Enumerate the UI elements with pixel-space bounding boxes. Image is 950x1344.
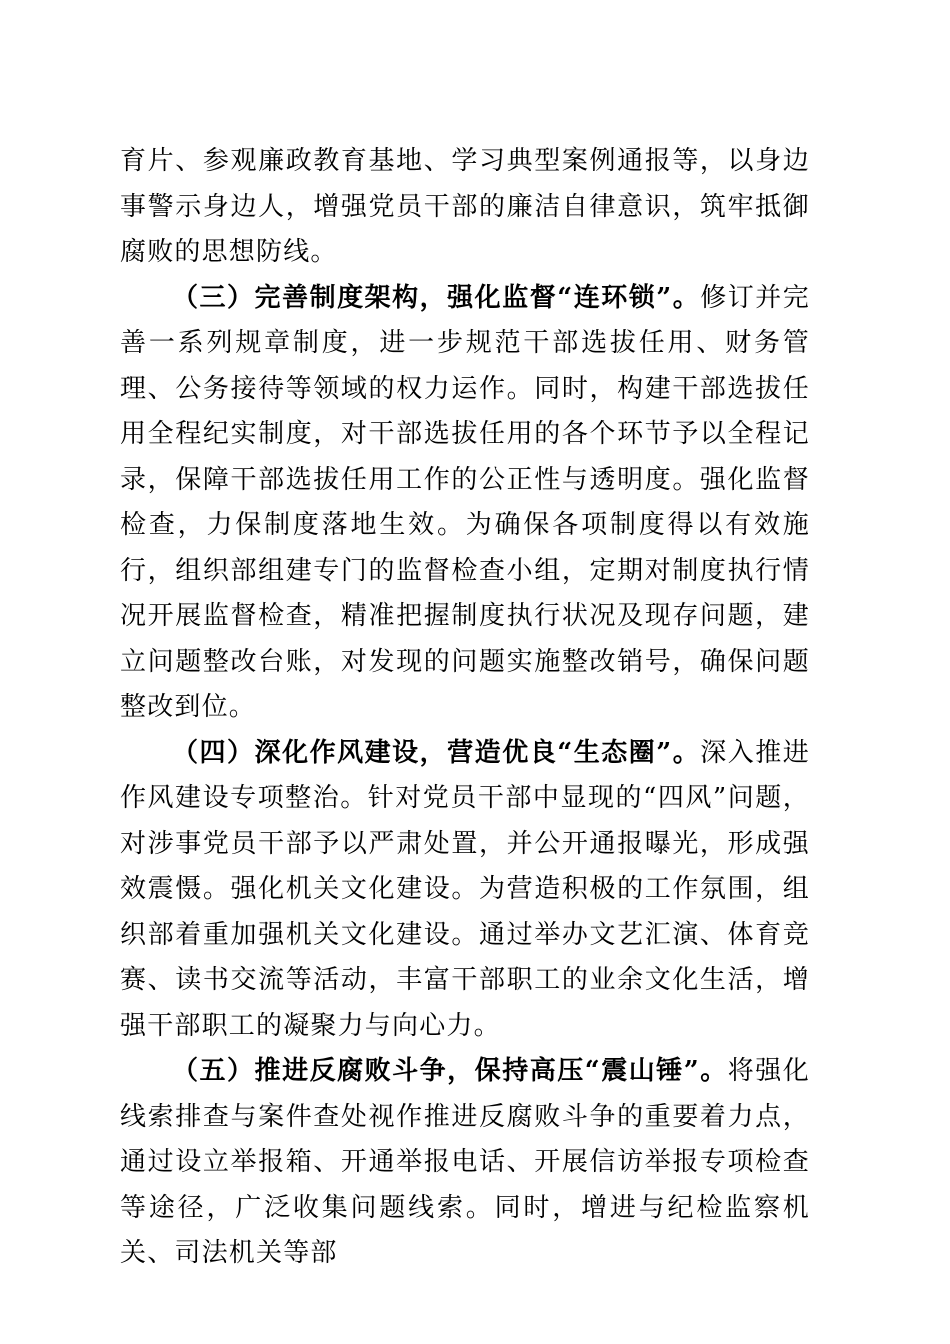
paragraph-text: 深入推进作风建设专项整治。针对党员干部中显现的“四风”问题，对涉事党员干部予以严肃处置，并公开通报曝光，形成强效震慑。强化机关文化建设。为营造积极的工作氛围，组织部着重加强机关文化建设。通过举办文艺汇演、体育竞赛、读书交流等活动，丰富干部职工的业余文化生活，增强干部职工的凝聚力与向心力。 [120,737,810,1041]
paragraph-text: 育片、参观廉政教育基地、学习典型案例通报等，以身边事警示身边人，增强党员干部的廉洁自律意识，筑牢抵御腐败的思想防线。 [120,146,810,267]
paragraph-section-5 [120,1049,810,1277]
paragraph-text: 将强化线索排查与案件查处视作推进反腐败斗争的重要着力点，通过设立举报箱、开通举报电话、开展信访举报专项检查等途径，广泛收集问题线索。同时，增进与纪检监察机关、司法机关等部 [120,1056,810,1268]
paragraph-section-4 [120,731,810,1050]
section-heading: （三）完善制度架构，强化监督“连环锁”。 [172,282,701,313]
paragraph-continuation [120,139,810,276]
document-body [120,139,810,1277]
section-heading: （五）推进反腐败斗争，保持高压“震山锤”。 [172,1056,728,1086]
paragraph-text: 修订并完善一系列规章制度，进一步规范干部选拔任用、财务管理、公务接待等领域的权力运作。同时，构建干部选拔任用全程纪实制度，对干部选拔任用的各个环节予以全程记录，保障干部选拔任用工作的公正性与透明度。强化监督检查，力保制度落地生效。为确保各项制度得以有效施行，组织部组建专门的监督检查小组，定期对制度执行情况开展监督检查，精准把握制度执行状况及现存问题，建立问题整改台账，对发现的问题实施整改销号，确保问题整改到位。 [120,282,810,722]
section-heading: （四）深化作风建设，营造优良“生态圈”。 [172,737,701,768]
paragraph-section-3 [120,276,810,731]
